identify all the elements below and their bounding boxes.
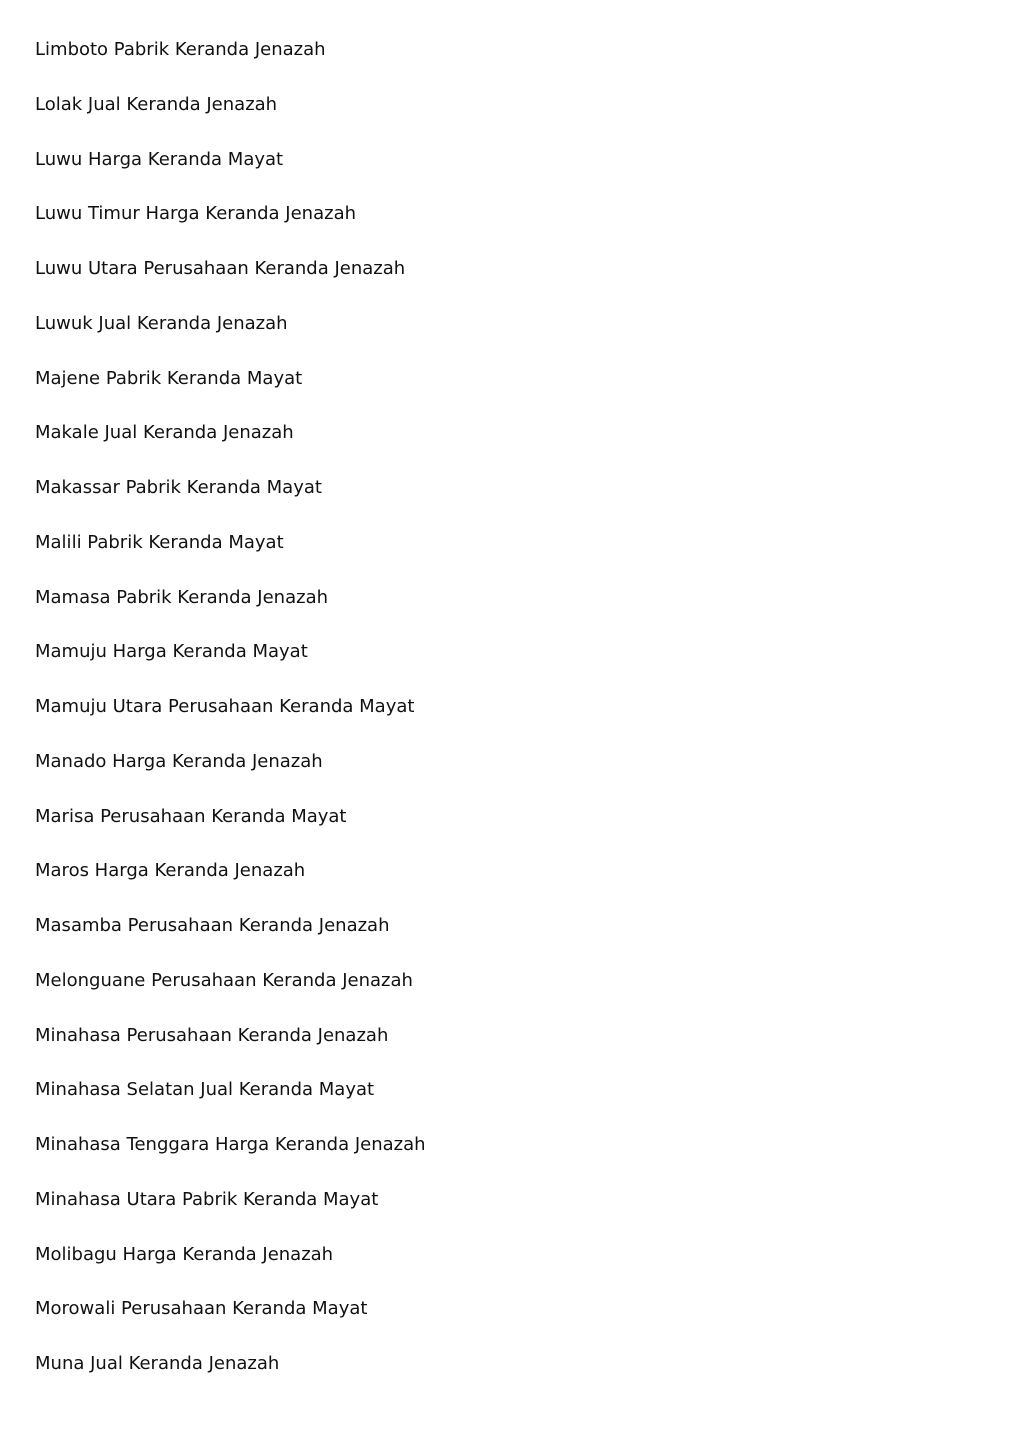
list-item: Majene Pabrik Keranda Mayat: [35, 367, 303, 389]
list-item: Lolak Jual Keranda Jenazah: [35, 93, 278, 115]
list-item: Minahasa Tenggara Harga Keranda Jenazah: [35, 1134, 426, 1155]
location-list: [35, 36, 426, 1405]
list-item: Masamba Perusahaan Keranda Jenazah: [35, 915, 390, 936]
list-item: Minahasa Perusahaan Keranda Jenazah: [35, 1024, 389, 1046]
list-item: Marisa Perusahaan Keranda Mayat: [35, 805, 347, 827]
list-item: Luwu Utara Perusahaan Keranda Jenazah: [35, 258, 406, 279]
list-item: Mamuju Utara Perusahaan Keranda Mayat: [35, 696, 415, 717]
list-item: Malili Pabrik Keranda Mayat: [35, 531, 284, 553]
list-item: Muna Jual Keranda Jenazah: [35, 1353, 280, 1374]
list-item: Minahasa Selatan Jual Keranda Mayat: [35, 1079, 375, 1101]
list-item: Luwu Timur Harga Keranda Jenazah: [35, 203, 357, 225]
list-item: Manado Harga Keranda Jenazah: [35, 750, 323, 772]
list-item: Morowali Perusahaan Keranda Mayat: [35, 1298, 368, 1320]
list-item: Makassar Pabrik Keranda Mayat: [35, 477, 322, 498]
list-item: Melonguane Perusahaan Keranda Jenazah: [35, 969, 413, 991]
list-item: Mamuju Harga Keranda Mayat: [35, 641, 308, 663]
list-item: Limboto Pabrik Keranda Jenazah: [35, 39, 326, 60]
list-item: Mamasa Pabrik Keranda Jenazah: [35, 586, 329, 608]
list-item: Maros Harga Keranda Jenazah: [35, 860, 306, 882]
list-item: Makale Jual Keranda Jenazah: [35, 422, 294, 444]
list-item: Luwuk Jual Keranda Jenazah: [35, 312, 288, 334]
list-item: Minahasa Utara Pabrik Keranda Mayat: [35, 1188, 379, 1210]
list-item: Molibagu Harga Keranda Jenazah: [35, 1243, 334, 1265]
list-item: Luwu Harga Keranda Mayat: [35, 148, 284, 170]
